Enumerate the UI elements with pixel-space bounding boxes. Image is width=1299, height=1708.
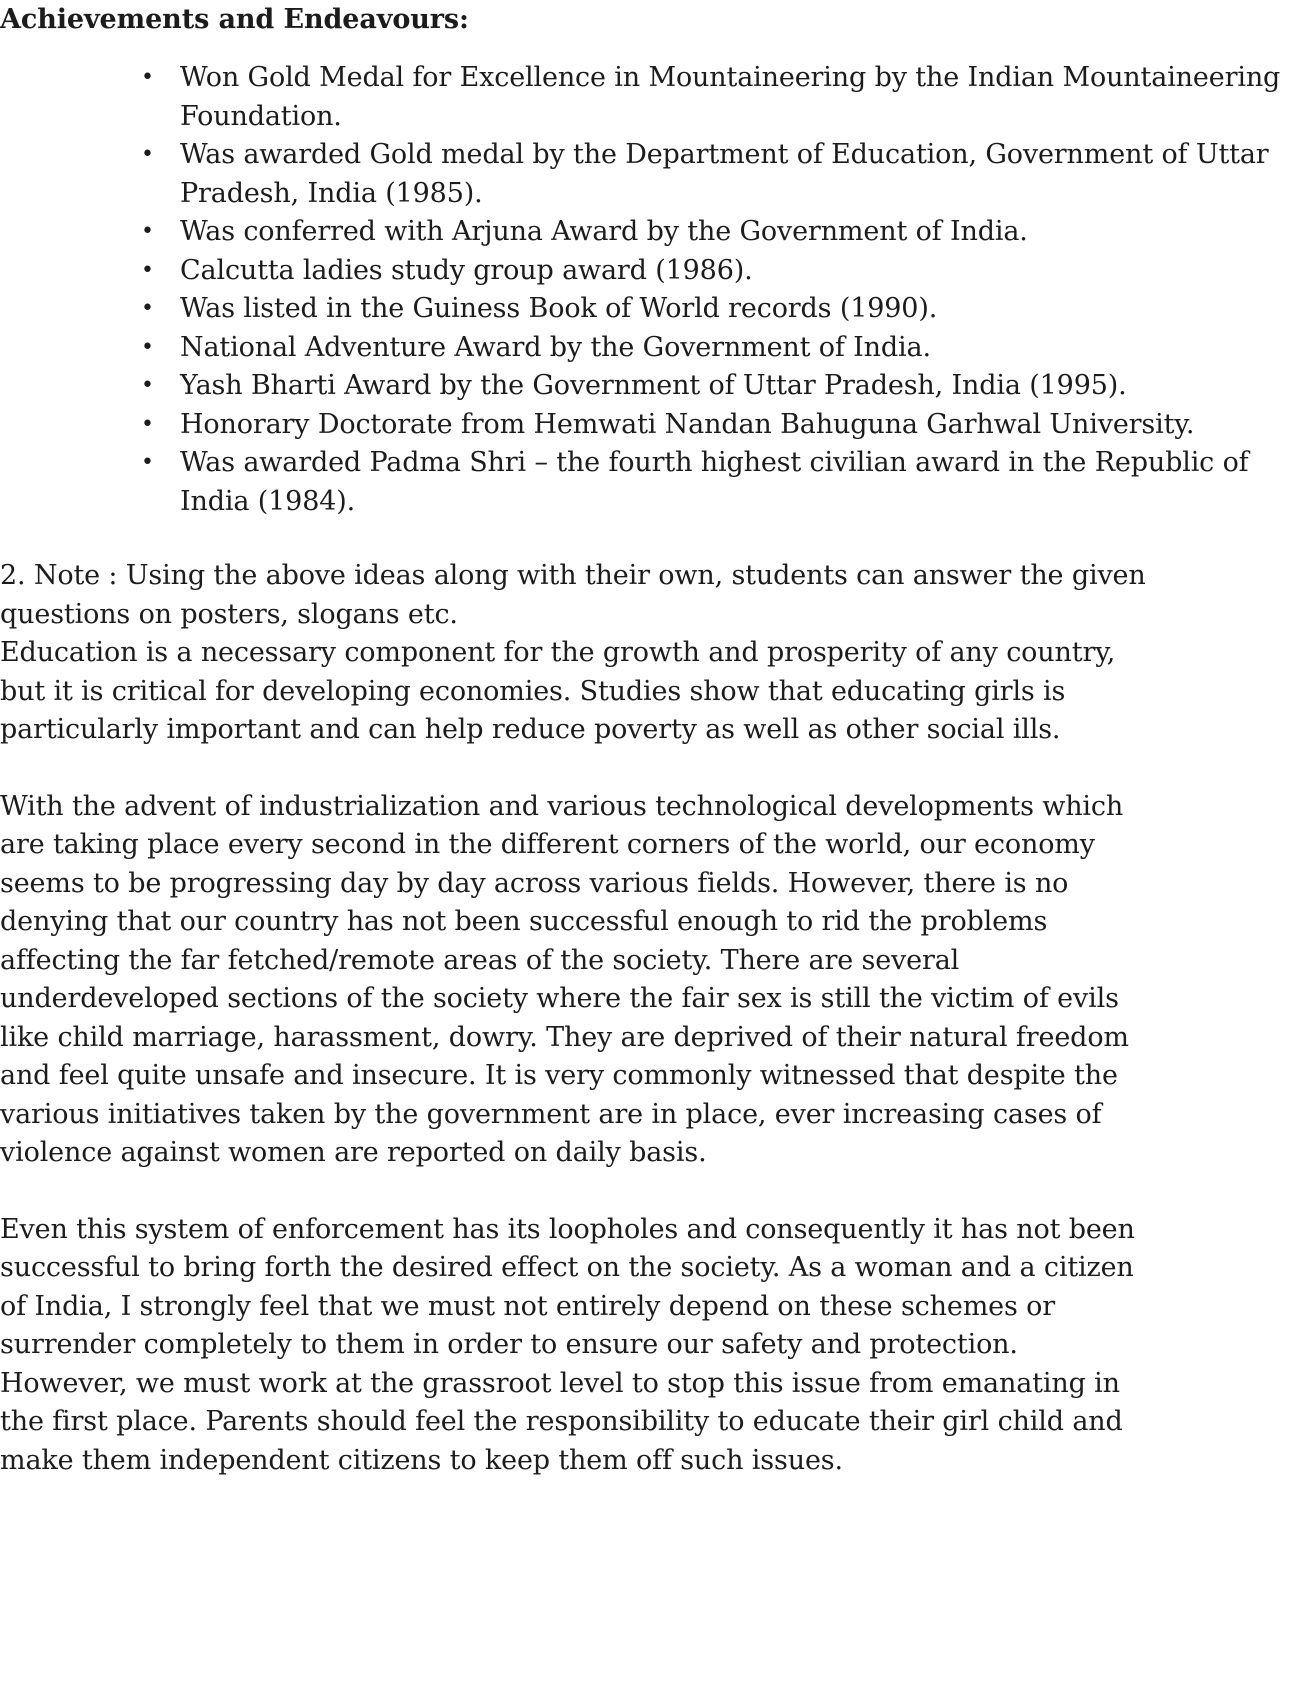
paragraph-line: affecting the far fetched/remote areas of the society. There are several [0, 944, 960, 976]
paragraph-line: of India, I strongly feel that we must not entirely depend on these schemes or [0, 1290, 1055, 1322]
list-item-text: Was awarded Gold medal by the Department of Education, Government of Uttar Pradesh, India (1985). [180, 139, 1269, 209]
paragraph-line: Education is a necessary component for the growth and prosperity of any country, [0, 637, 1116, 668]
bullet-icon: • [141, 334, 154, 360]
list-item [0, 444, 1291, 521]
list-item-text: Honorary Doctorate from Hemwati Nandan Bahuguna Garhwal University. [180, 408, 1195, 440]
paragraph-line: the first place. Parents should feel the responsibility to educate their girl child and [0, 1406, 1123, 1437]
paragraph-line: 2. Note : Using the above ideas along with their own, students can answer the given [0, 560, 1146, 591]
spacer [0, 521, 1291, 557]
paragraph-line: denying that our country has not been successful enough to rid the problems [0, 906, 1048, 937]
paragraph-line: are taking place every second in the different corners of the world, our economy [0, 829, 1095, 860]
paragraph-line: However, we must work at the grassroot level to stop this issue from emanating in [0, 1367, 1120, 1399]
list-item [0, 213, 1291, 252]
paragraph-line: violence against women are reported on daily basis. [0, 1137, 707, 1168]
paragraph-line: Even this system of enforcement has its loopholes and consequently it has not been [0, 1213, 1135, 1245]
list-item [0, 367, 1291, 406]
list-item [0, 406, 1291, 445]
paragraph-line: particularly important and can help reduce poverty as well as other social ills. [0, 714, 1061, 745]
list-item-text: Yash Bharti Award by the Government of Uttar Pradesh, India (1995). [180, 370, 1127, 401]
bullet-icon: • [141, 296, 154, 321]
bullet-icon: • [141, 373, 154, 398]
paragraph-note [0, 557, 1291, 634]
paragraph-line: seems to be progressing day by day across various fields. However, there is no [0, 867, 1069, 899]
bullet-icon: • [141, 219, 154, 244]
paragraph-line: like child marriage, harassment, dowry. They are deprived of their natural freedom [0, 1021, 1129, 1053]
list-item [0, 290, 1291, 329]
paragraph-enforcement [0, 1211, 1291, 1481]
paragraph-education [0, 634, 1291, 750]
bullet-icon: • [141, 411, 154, 437]
list-item [0, 329, 1291, 368]
paragraph-line: With the advent of industrialization and various technological developments which [0, 790, 1124, 822]
list-item-text: Won Gold Medal for Excellence in Mountaineering by the Indian Mountaineering Foundation. [180, 62, 1281, 132]
bullet-icon: • [141, 257, 154, 283]
list-item [0, 136, 1291, 213]
paragraph-line: make them independent citizens to keep them off such issues. [0, 1444, 843, 1476]
bullet-icon: • [141, 65, 154, 90]
spacer [0, 1173, 1291, 1211]
list-item-text: Calcutta ladies study group award (1986). [180, 254, 753, 286]
paragraph-line: surrender completely to them in order to ensure our safety and protection. [0, 1329, 1018, 1360]
list-item-text: Was listed in the Guiness Book of World records (1990). [180, 293, 938, 324]
paragraph-line: various initiatives taken by the government are in place, ever increasing cases of [0, 1098, 1102, 1130]
spacer [0, 39, 1291, 59]
list-item-text: Was conferred with Arjuna Award by the Government of India. [180, 216, 1028, 247]
bullet-icon: • [141, 450, 154, 475]
paragraph-line: questions on posters, slogans etc. [0, 598, 458, 630]
paragraph-line: but it is critical for developing economies. Studies show that educating girls is [0, 675, 1066, 707]
page-title: Achievements and Endeavours: [0, 4, 469, 35]
list-item [0, 59, 1291, 136]
spacer [0, 750, 1291, 788]
list-item-text: Was awarded Padma Shri – the fourth highest civilian award in the Republic of India (1984). [180, 447, 1249, 517]
paragraph-industrialization [0, 788, 1291, 1173]
paragraph-line: and feel quite unsafe and insecure. It is very commonly witnessed that despite the [0, 1060, 1118, 1091]
paragraph-line: successful to bring forth the desired effect on the society. As a woman and a citizen [0, 1252, 1134, 1283]
list-item-text: National Adventure Award by the Government of India. [180, 331, 931, 363]
list-item [0, 252, 1291, 291]
achievements-list [0, 59, 1291, 521]
bullet-icon: • [141, 142, 154, 167]
paragraph-line: underdeveloped sections of the society where the fair sex is still the victim of evils [0, 983, 1119, 1014]
